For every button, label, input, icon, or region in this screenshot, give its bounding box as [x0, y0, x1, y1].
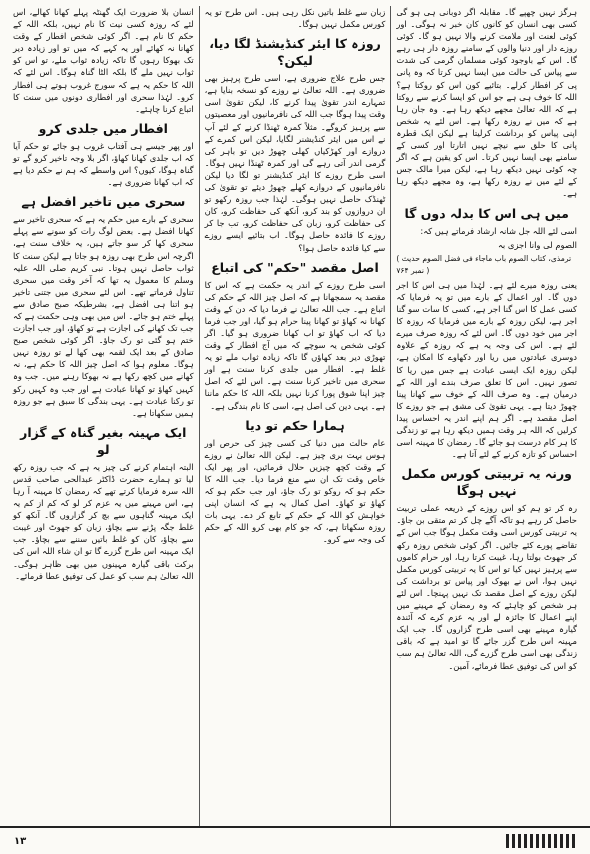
body-paragraph: ہرگز نہیں چھپے گا۔ مقابلہ اگر دوبانی ہی ہو گی کسی بھی انسان کو کانوں کان خبر نہ ہوگی۔ اور کوئی لعنت اور ملامت کرنے والا نہیں ہو گا۔ کوئی روزے دار اور دنیا والوں کے سامنے روزہ دار ہی رہے گا۔ اس کے باوجود کوئی مسلمان گرمی کی شدت سے پیاس کی حالت میں ایسا نہیں کرتا کہ وہ پانی پی کر افطار کرلے۔ بتائیے کون اس کو روکتا ہے؟ اللہ کا خوف ہی ہے جو اس کو ایسا کرنے سے روکتا ہے کہ اللہ تعالیٰ مجھے دیکھ رہا ہے۔ وہ جان رہا ہے کہ میں نے روزہ رکھا ہے۔ اس لئے یہ شخص اپنی پیاس کو برداشت کرلیتا ہے لیکن ایک قطرہ پانی کا حلق سے نیچے نہیں اتارتا اور کسی کے سامنے بھی ایسا نہیں کرتا۔ اس کو یقین ہے کہ اگر چہ کوئی نہیں دیکھ رہا ہے، لیکن میرا مالک جس کے لئے میں نے روزہ رکھا ہے، وہ مجھے دیکھ رہا ہے۔	[396, 7, 577, 199]
article-column	[391, 6, 582, 826]
body-paragraph: الصوم لی وانا اجزی بہ	[497, 239, 577, 250]
page-footer	[0, 826, 590, 854]
body-paragraph: سحری کے بارے میں حکم یہ ہے کہ سحری تاخیر سے کھانا افضل ہے۔ بعض لوگ رات کو سونے سے پہلے سحری کھا کر سو جاتے ہیں، یہ خلاف سنت ہے، اگرچہ اس طرح بھی روزہ ہو جاتا ہے لیکن سنت کا ثواب حاصل نہیں ہوتا۔ نبی کریم صلی اللہ علیہ وسلم کا معمول یہ تھا کہ آخر وقت میں سحری تناول فرماتے تھے۔ اس لئے سحری میں جتنی تاخیر ہو اتنا ہی افضل ہے، بشرطیکہ صبح صادق سے پہلے ختم ہو جائے۔ اس میں بھی وہی حکمت ہے کہ جب تک کھانے کی اجازت ہے تو کھاؤ، اور جب اجازت ختم ہو گئی تو رک جاؤ۔ اگر کوئی شخص صبح صادق کے بعد ایک لقمہ بھی کھا لے تو روزہ نہیں ہوگا۔ معلوم ہوا کہ اصل چیز اللہ کا حکم ہے، نہ کھانے میں کچھ رکھا ہے نہ بھوکا رہنے میں۔ جب وہ کہیں کھاؤ تو کھانا عبادت ہے اور جب وہ کہیں رکو تو رکنا عبادت ہے۔ یہی بندگی کا سبق ہے جو روزہ ہمیں سکھاتا ہے۔	[12, 214, 194, 418]
page-number: ۱۳	[14, 835, 27, 847]
section-heading: ہمارا حکم تو دیا	[245, 417, 345, 433]
body-paragraph: اسی طرح روزے کے اندر یہ حکمت ہے کہ اس کا مقصد یہ سمجھانا ہے کہ اصل چیز اللہ کے حکم کی اتباع ہے۔ جب اللہ تعالیٰ نے فرما دیا کہ دن کے وقت کھانا نہ کھاؤ تو کھانا پینا حرام ہو گیا، اور جب فرما دیا کہ اب کھاؤ تو اب کھانا ضروری ہو گیا۔ اگر کوئی شخص یہ سوچے کہ میں آج افطار کے وقت تھوڑی دیر بعد کھاؤں گا تاکہ زیادہ ثواب ملے تو یہ غلط ہے۔ افطار میں جلدی کرنا سنت ہے اور سحری میں تاخیر کرنا سنت ہے۔ اس لئے کہ اصل چیز اپنا شوق پورا کرنا نہیں بلکہ اللہ کا حکم ماننا ہے۔ یہی دین کی اصل ہے، اسی کا نام بندگی ہے۔	[204, 279, 386, 411]
article-column	[8, 6, 200, 826]
body-paragraph: البتہ اہتمام کرنے کی چیز یہ ہے کہ جب روزہ رکھ لیا تو ہمارے حضرت ڈاکٹر عبدالحی صاحب قدس اللہ سرہ فرمایا کرتے تھے کہ رمضان کا مہینہ آ رہا ہے، اس مہینے میں یہ عزم کر لو کہ کم از کم یہ ایک مہینہ گناہوں سے بچ کر گزاروں گا۔ آنکھ کو غلط جگہ پڑنے سے بچاؤ، زبان کو جھوٹ اور غیبت سے بچاؤ، کان کو غلط باتیں سننے سے بچاؤ۔ جب ایک مہینہ اس طرح گزرے گا تو ان شاء اللہ اس کی برکت باقی گیارہ مہینوں میں بھی ظاہر ہوگی۔ اللہ تعالیٰ ہم سب کو عمل کی توفیق عطا فرمائے۔	[12, 461, 194, 581]
section-heading: سحری میں تاخیر افضل ہے	[21, 194, 186, 210]
body-paragraph: زبان سے غلط باتیں نکل رہی ہیں۔ اس طرح تو یہ کورس مکمل نہیں ہوگا۔	[204, 7, 386, 30]
section-heading: میں ہی اس کا بدلہ دوں گا	[404, 205, 569, 221]
body-paragraph: عام حالت میں دنیا کی کسی چیز کی حرص اور ہوس بہت بری چیز ہے۔ لیکن اللہ تعالیٰ نے روزے کے وقت کچھ چیزیں حلال فرمائیں، اور پھر ایک خاص وقت تک ان سے منع فرما دیا۔ جب اللہ کا حکم ہو کہ روکو تو رک جاؤ، اور جب حکم ہو کہ کھاؤ تو کھاؤ۔ اصل کمال یہ ہے کہ انسان اپنی خواہش کو اللہ کے حکم کے تابع کر دے۔ یہی بات روزہ سکھاتا ہے، کہ جو کام بھی کرو اللہ کے حکم کی وجہ سے کرو۔	[204, 437, 386, 545]
hadith-citation: ( ترمذی، کتاب الصوم باب ماجاء فی فضل الصوم حدیث نمبر ۷۶۴ )	[396, 253, 572, 275]
columns-container	[8, 6, 582, 826]
body-paragraph: اور پھر جیسے ہی آفتاب غروب ہو جائے تو حکم آیا کہ اب جلدی کھانا کھاؤ، اگر بلا وجہ تاخیر کرو گے تو گناہ ہوگا، کیوں؟ اس واسطے کہ ہم نے حکم دیا ہے کہ اب کھانا ضروری ہے۔	[12, 140, 194, 188]
section-heading: روزہ کا ایئر کنڈیشنڈ لگا دیا، لیکن؟	[209, 36, 381, 69]
section-heading: ایک مہینہ بغیر گناہ کے گزار لو	[20, 424, 187, 457]
body-paragraph: جس طرح علاج ضروری ہے، اسی طرح پرہیز بھی ضروری ہے۔ اللہ تعالیٰ نے روزے کو نسخہ بنایا ہے، تمہارے اندر تقویٰ پیدا کرنے کا، لیکن تقویٰ اسی وقت پیدا ہوگا جب اللہ کی نافرمانیوں اور معصیتوں سے پرہیز کروگے۔ مثلاً کمرہ ٹھنڈا کرنے کے لئے آپ نے اس میں ایئر کنڈیشنر لگایا، لیکن اس کمرے کے دروازے اور کھڑکیاں کھلی چھوڑ دیں تو باہر کی گرمی اندر آتی رہے گی اور کمرہ ٹھنڈا نہیں ہوگا۔ اسی طرح روزے کا ایئر کنڈیشنر تو لگا دیا لیکن نافرمانیوں کے دروازے کھلے چھوڑ دیئے تو تقویٰ کی ٹھنڈک حاصل نہیں ہوگی۔ لہٰذا جب روزہ رکھو تو ان دروازوں کو بند کرو، آنکھ کی حفاظت کرو، کان کی حفاظت کرو، زبان کی حفاظت کرو، تب جا کر روزے کا فائدہ حاصل ہوگا۔ اب بتائیے ایسے روزے سے کیا فائدہ حاصل ہوا؟	[204, 73, 386, 253]
article-column	[200, 6, 392, 826]
footer-ornament	[506, 834, 576, 848]
body-paragraph: انسان بلا ضرورت ایک گھنٹہ پہلے کھانا کھالے، اس لئے کہ روزہ کسی نیت کا نام نہیں، بلکہ اللہ کے حکم کا نام ہے۔ اگر کوئی شخص افطار کے وقت کھانا نہ کھائے اور یہ کہے کہ میں تو اور زیادہ دیر تک بھوکا رہوں گا تاکہ زیادہ ثواب ملے، تو اس کو ثواب نہیں ملے گا بلکہ الٹا گناہ ہوگا۔ اس لئے کہ اللہ کا حکم یہ ہے کہ سورج غروب ہوتے ہی افطار کرو۔ لہٰذا سحری اور افطاری دونوں میں سنت کا اتباع کرنا چاہئے۔	[12, 7, 194, 114]
body-paragraph: اسی لئے اللہ جل شانہ ارشاد فرماتے ہیں کہ:	[420, 225, 577, 236]
section-heading: ورنہ یہ تربیتی کورس مکمل نہیں ہوگا	[401, 466, 572, 499]
body-paragraph: یعنی روزہ میرے لئے ہے۔ لہٰذا میں ہی اس کا اجر دوں گا۔ اور اعمال کے بارے میں تو یہ فرمایا کہ کسی عمل کا اس گنا اجر ہے، کسی کا سات سو گنا اجر ہے، لیکن روزہ کے بارے میں فرمایا کہ روزہ کا اجر میں خود دوں گا۔ اس لئے کہ روزہ صرف میرے لئے ہے۔ اس کی وجہ یہ ہے کہ روزہ کے علاوہ دوسری عبادتوں میں ریا اور دکھاوے کا امکان ہے، لیکن روزہ ایک ایسی عبادت ہے جس میں ریا کا تصور نہیں۔ اس کا تعلق صرف بندے اور اللہ کے درمیان ہے۔ وہ صرف اللہ کے خوف سے کھانا پینا چھوڑ دیتا ہے۔ یہی تقویٰ کی مشق ہے جو روزے کا اصل مقصد ہے۔ اگر ہم اپنے اندر یہ احساس پیدا کرلیں کہ اللہ ہر وقت ہمیں دیکھ رہا ہے تو زندگی کا ہر کام درست ہو جائے گا۔ رمضان کا مہینہ اسی احساس کو تازہ کرنے کے لئے آتا ہے۔	[396, 279, 577, 460]
section-heading: افطار میں جلدی کرو	[38, 120, 168, 136]
section-heading: اصل مقصد "حکم" کی اتباع	[211, 259, 379, 275]
body-paragraph: رہ کر تو ہم کو اس روزے کے ذریعہ عملی تربیت حاصل کر رہے ہو تاکہ آگے چل کر تم متقی بن جاؤ۔ یہ تربیتی کورس اسی وقت مکمل ہوگا جب اس کے تقاضے پورے کئے جائیں۔ اگر کوئی شخص روزہ رکھ کر جھوٹ بولتا رہا، غیبت کرتا رہا، اور حرام کاموں سے پرہیز نہیں کیا تو اس کا یہ تربیتی کورس مکمل نہیں ہوا، اس نے بھوک اور پیاس تو برداشت کی لیکن روزے کے اصل مقصد تک نہیں پہنچا۔ اس لئے ہر شخص کو چاہئے کہ وہ رمضان کے مہینے میں اپنے اعمال کا جائزہ لے اور یہ عزم کرے کہ آئندہ گیارہ مہینے بھی اسی طرح گزاروں گا۔ جب ایک مہینہ اس طرح گزر جائے گا تو امید ہے کہ باقی زندگی بھی اسی طرح گزرے گی، اللہ تعالیٰ ہم سب کو اس کی توفیق عطا فرمائے، آمین۔	[396, 503, 577, 671]
